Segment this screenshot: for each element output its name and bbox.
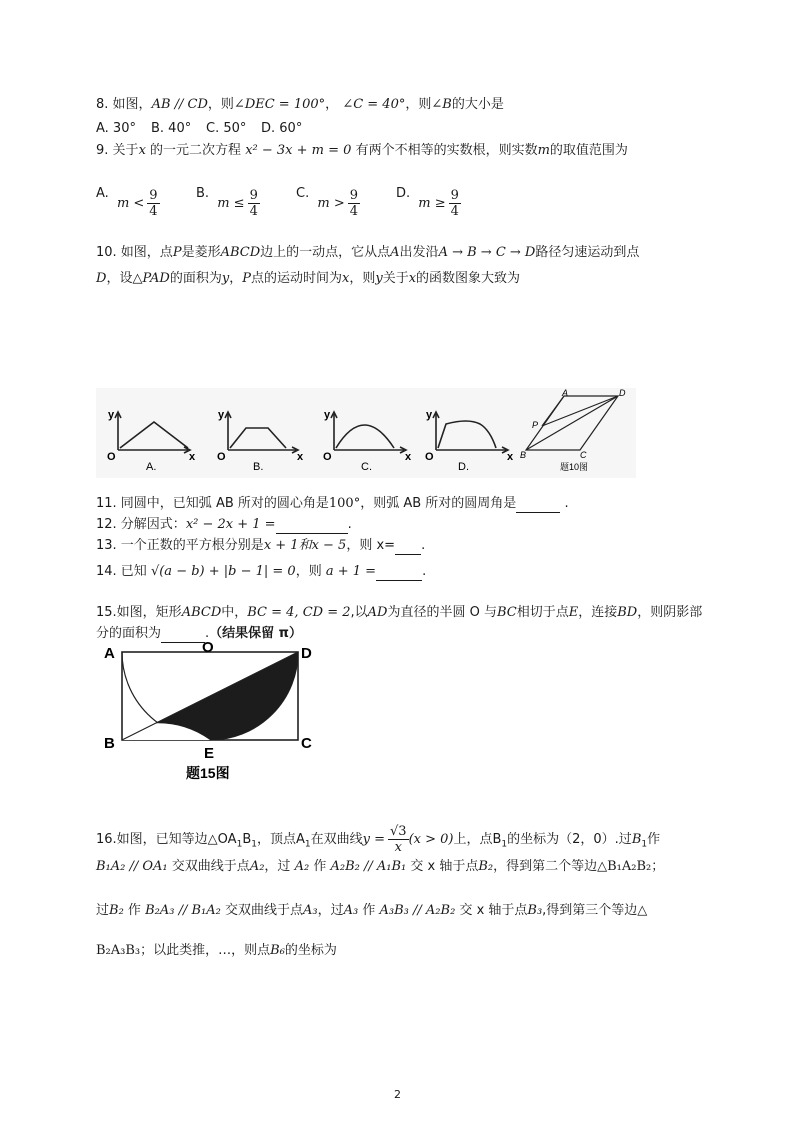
q10-graph-c-origin: O xyxy=(323,451,332,463)
q10-stem-line1: 10. 如图，点P是菱形ABCD边上的一动点，它从点A出发沿A → B → C → D路径匀速运动到点 xyxy=(96,245,640,260)
q15-stem-line2: 分的面积为 .（结果保留 π） xyxy=(96,626,302,641)
q14-stem: 14. 已知 √(a − b) + |b − 1| = 0，则 a + 1 = . xyxy=(96,564,427,579)
q15-label-a: A xyxy=(104,645,115,662)
q10-rhombus-a: A xyxy=(562,388,569,398)
q10-graph-c-y: y xyxy=(324,409,331,421)
q16-stem-line2: B₁A₂ // OA₁ 交双曲线于点A₂，过 A₂ 作 A₂B₂ // A₁B₁ 交 x 轴于点B₂，得到第二个等边△B₁A₂B₂； xyxy=(96,859,665,874)
q9-option-a: A. m < $\frac{9}{4}$ xyxy=(96,186,158,219)
q15-figure xyxy=(98,640,326,786)
q9-stem: 9. 关于x 的一元二次方程 x² − 3x + m = 0 有两个不相等的实数根，则实数m的取值范围为 xyxy=(96,143,628,158)
q9-option-c: C. m > $\frac{9}{4}$ xyxy=(296,186,358,219)
q10-graph-b-y: y xyxy=(218,409,225,421)
q16-stem-line1: 16.如图，已知等边$\triangle OA_1B_1$，顶点$A_1$在双曲线y = $\frac{√3}{x}$ (x > 0)上，点$B_1$的坐标为（2，0）.过$B_1$作 xyxy=(96,824,661,855)
q9-option-b: B. m ≤ $\frac{9}{4}$ xyxy=(196,186,258,219)
q13-stem: 13. 一个正数的平方根分别是x + 1和x − 5，则 x= . xyxy=(96,538,426,553)
q10-graph-c-label: C. xyxy=(361,461,372,473)
page-number: 2 xyxy=(394,1088,401,1101)
q8-stem: 8. 如图，AB // CD，则∠DEC = 100°， ∠C = 40°，则∠B的大小是 xyxy=(96,97,504,112)
q10-figure xyxy=(96,388,636,478)
q10-graph-a-label: A. xyxy=(146,461,157,473)
q10-stem-line2: D，设△PAD的面积为y，P点的运动时间为x，则y关于x的函数图象大致为 xyxy=(96,271,521,286)
q15-label-d: D xyxy=(301,645,312,662)
q8-option-a: A. 30° xyxy=(96,121,136,136)
q10-graph-b-origin: O xyxy=(217,451,226,463)
q10-graph-d-y: y xyxy=(426,409,433,421)
q16-stem-line4: B₂A₃B₃；以此类推，…，则点B₆的坐标为 xyxy=(96,943,337,958)
q8-option-d: D. 60° xyxy=(261,121,303,136)
q15-label-o: O xyxy=(202,640,214,656)
q8-option-b: B. 40° xyxy=(151,121,192,136)
q15-label-e: E xyxy=(204,745,215,762)
q10-graph-d-origin: O xyxy=(425,451,434,463)
q10-graph-a-x: x xyxy=(189,451,196,463)
q10-figure-caption: 题10图 xyxy=(560,462,589,472)
q10-rhombus-c: C xyxy=(580,450,587,460)
q10-graph-b-label: B. xyxy=(253,461,264,473)
q10-graph-b-x: x xyxy=(297,451,304,463)
q12-stem: 12. 分解因式：x² − 2x + 1 = . xyxy=(96,517,352,532)
q9-option-d: D. m ≥ $\frac{9}{4}$ xyxy=(396,186,459,219)
q10-rhombus-b: B xyxy=(520,450,527,460)
q16-stem-line3: 过B₂ 作 B₂A₃ // B₁A₂ 交双曲线于点A₃，过A₃ 作 A₃B₃ // A₂B₂ 交 x 轴于点B₃,得到第三个等边△ xyxy=(96,903,648,918)
q15-label-b: B xyxy=(104,735,115,752)
q10-graph-d-x: x xyxy=(507,451,514,463)
q10-rhombus-d: D xyxy=(619,388,626,398)
q8-option-c: C. 50° xyxy=(206,121,247,136)
q10-graph-a-y: y xyxy=(108,409,115,421)
q10-rhombus-p: P xyxy=(532,420,539,430)
q15-label-c: C xyxy=(301,735,312,752)
q15-figure-caption: 题15图 xyxy=(186,765,230,781)
q10-graph-d-label: D. xyxy=(458,461,469,473)
q10-graph-a-origin: O xyxy=(107,451,116,463)
q10-graph-c-x: x xyxy=(405,451,412,463)
q11-stem: 11. 同圆中，已知弧 AB 所对的圆心角是100°，则弧 AB 所对的圆周角是 . xyxy=(96,496,569,511)
q15-stem-line1: 15.如图，矩形ABCD中，BC = 4, CD = 2,以AD为直径的半圆 O 与BC相切于点E，连接BD，则阴影部 xyxy=(96,605,703,620)
